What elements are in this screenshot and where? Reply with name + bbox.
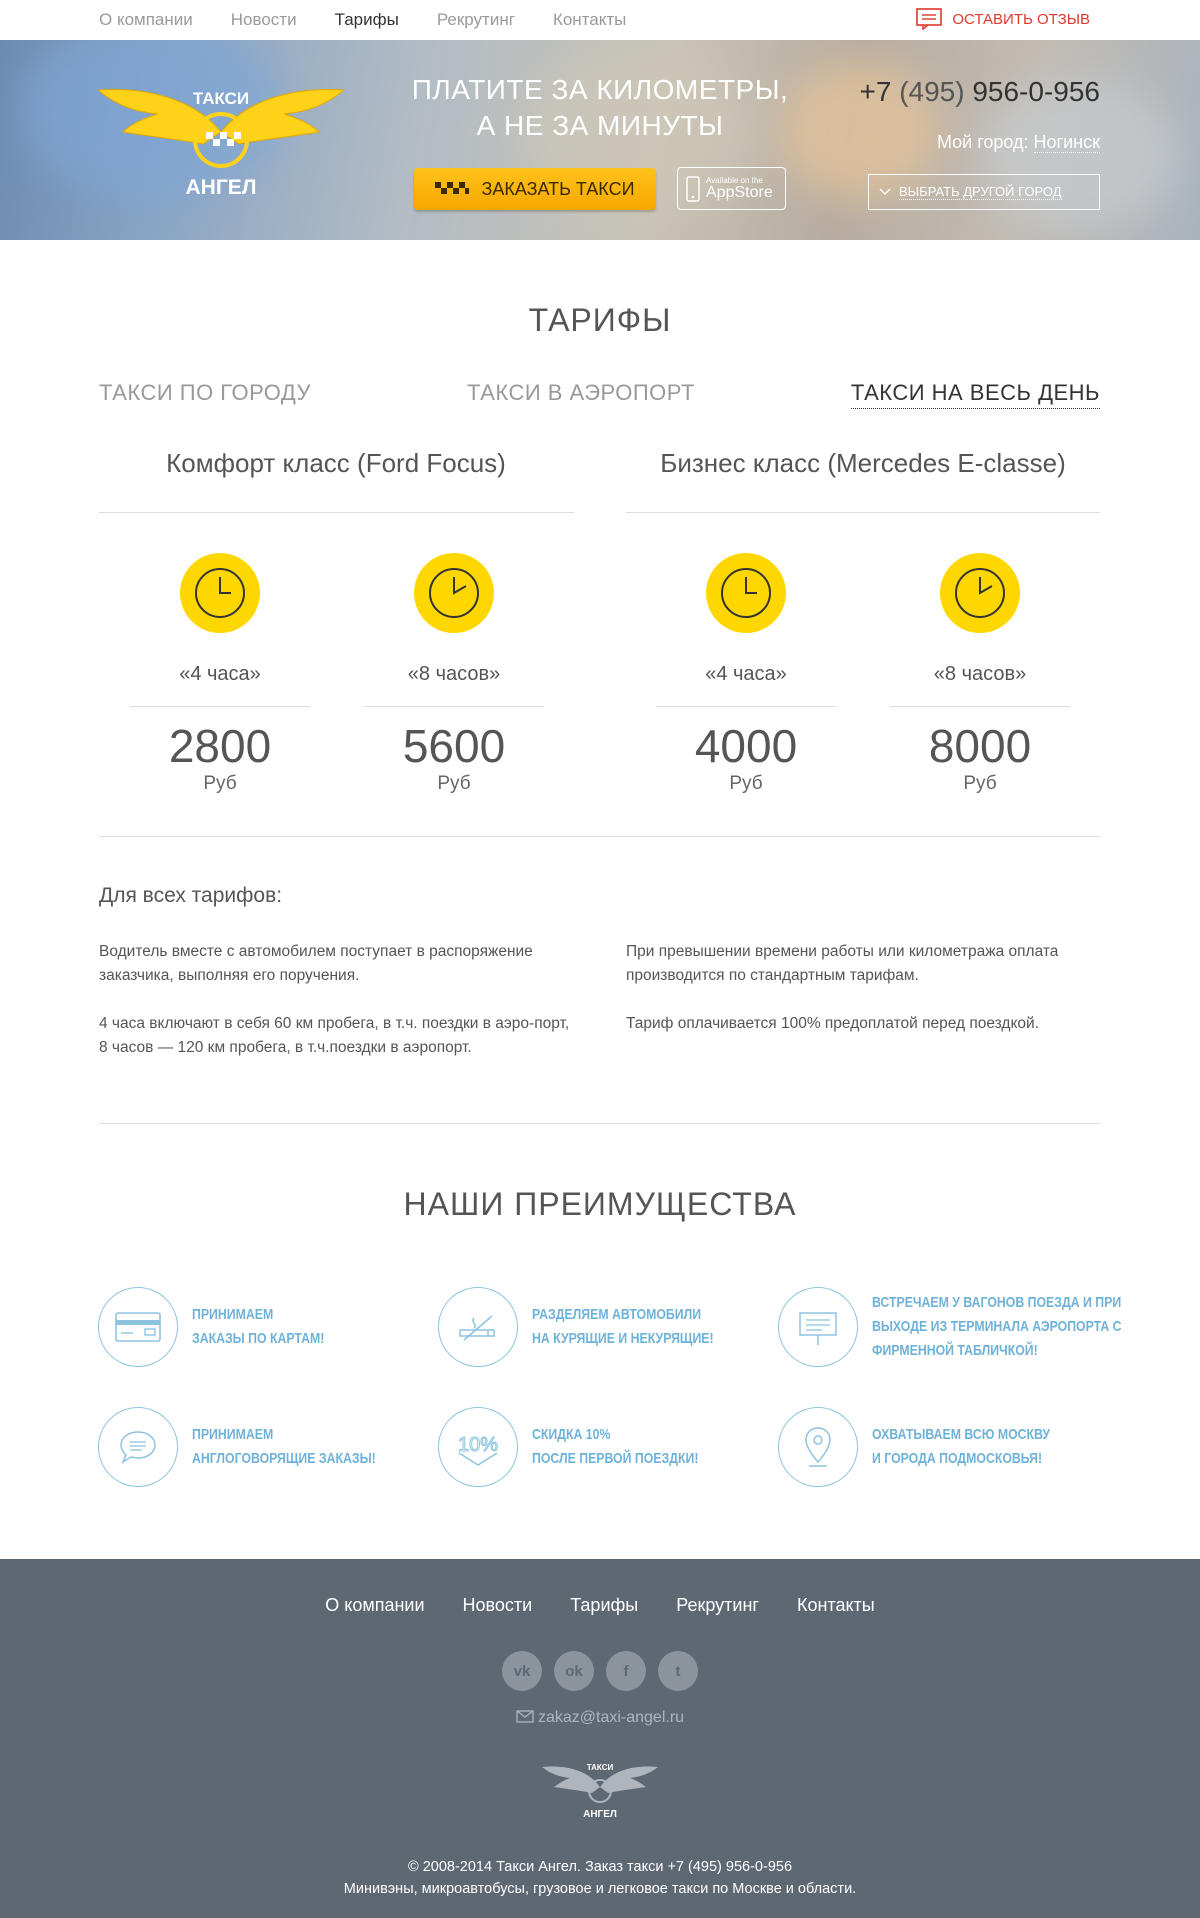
plan-card (130, 553, 310, 795)
plan-price: 8000 (928, 720, 1032, 772)
advantages-title: НАШИ ПРЕИМУЩЕСТВА (403, 1186, 797, 1222)
note-left-2: 4 часа включают в себя 60 км пробега, в т.ч. поездки в аэро-порт, 8 часов — 120 км пробега, в т.ч.поездки в аэропорт. (99, 1015, 570, 1056)
note-left-1: Водитель вместе с автомобилем поступает в распоряжение заказчика, выполняя его поручения. (99, 943, 533, 984)
discount-icon (438, 1407, 518, 1487)
tab-city[interactable]: ТАКСИ ПО ГОРОДУ (99, 380, 312, 405)
plan-duration: «4 часа» (705, 663, 787, 685)
iphone-icon (686, 176, 700, 202)
class-title-business: Бизнес класс (Mercedes E-classe) (660, 448, 1066, 478)
plan-card (656, 553, 836, 795)
advantage-text: РАЗДЕЛЯЕМ АВТОМОБИЛИ НА КУРЯЩИЕ И НЕКУРЯЩИЕ! (532, 1306, 714, 1347)
sign-board-icon (778, 1287, 858, 1367)
divider (626, 512, 1100, 513)
plan-currency: Руб (437, 773, 471, 794)
city-label: Мой город: (936, 132, 1034, 152)
logo-text-bottom: АНГЕЛ (185, 176, 257, 199)
nav-item-contacts[interactable]: Контакты (552, 10, 627, 29)
class-title-comfort: Комфорт класс (Ford Focus) (166, 448, 506, 478)
plan-price: 4000 (694, 720, 798, 772)
slogan-line-2: А НЕ ЗА МИНУТЫ (476, 110, 724, 141)
logo-text-top: ТАКСИ (192, 89, 250, 108)
phone-main: 956-0-956 (964, 76, 1100, 107)
footer-nav (0, 1595, 1200, 1616)
phone-code: (495) (899, 76, 965, 107)
tariff-tabs (99, 380, 1100, 409)
phone-number[interactable] (859, 76, 1100, 108)
clock-icon (706, 553, 786, 633)
plan-duration: «8 часов» (407, 663, 501, 685)
feedback-icon (916, 8, 942, 30)
appstore-button[interactable] (677, 167, 786, 210)
feedback-label: ОСТАВИТЬ ОТЗЫВ (952, 10, 1090, 28)
order-taxi-button[interactable] (414, 168, 656, 210)
copyright-phone[interactable]: +7 (495) 956-0-956 (667, 1859, 793, 1875)
smoking-icon (438, 1287, 518, 1367)
chevron-down-icon (879, 188, 891, 196)
all-tariffs-title: Для всех тарифов: (99, 884, 283, 907)
nav-item-tariffs[interactable]: Тарифы (334, 10, 399, 29)
tagline: Минивэны, микроавтобусы, грузовое и легковое такси по Москве и области. (343, 1881, 857, 1897)
advantage-item (778, 1407, 1200, 1487)
plan-duration: «4 часа» (179, 663, 261, 685)
twitter-icon[interactable]: t (658, 1651, 698, 1691)
feedback-link[interactable] (916, 8, 1090, 30)
copyright-text: © 2008-2014 Такси Ангел. Заказ такси (407, 1859, 668, 1875)
advantage-text: ВСТРЕЧАЕМ У ВАГОНОВ ПОЕЗДА И ПРИ ВЫХОДЕ ИЗ ТЕРМИНАЛА АЭРОПОРТА С ФИРМЕННОЙ ТАБЛИЧКОЙ! (872, 1294, 1122, 1359)
envelope-icon (516, 1710, 534, 1723)
plan-currency: Руб (729, 773, 763, 794)
footer-logo-top: ТАКСИ (586, 1763, 614, 1772)
map-pin-icon (778, 1407, 858, 1487)
note-right-1: При превышении времени работы или километража оплата производится по стандартным тарифам. (626, 943, 1059, 984)
footer-logo-bottom: АНГЕЛ (583, 1809, 617, 1820)
tab-airport[interactable]: ТАКСИ В АЭРОПОРТ (467, 380, 695, 405)
choose-city-button[interactable] (868, 174, 1100, 210)
footer-logo[interactable] (542, 1761, 658, 1821)
copyright (0, 1856, 1200, 1900)
vk-icon[interactable]: vk (502, 1651, 542, 1691)
slogan-line-1: ПЛАТИТЕ ЗА КИЛОМЕТРЫ, (411, 74, 789, 105)
plan-currency: Руб (963, 773, 997, 794)
current-city (937, 132, 1100, 153)
footer-email[interactable] (0, 1709, 1200, 1727)
clock-icon (940, 553, 1020, 633)
advantage-text: ОХВАТЫВАЕМ ВСЮ МОСКВУ И ГОРОДА ПОДМОСКОВЬЯ! (872, 1426, 1051, 1467)
plan-price: 2800 (168, 720, 272, 772)
footer (0, 1559, 1200, 1918)
advantage-text: СКИДКА 10% ПОСЛЕ ПЕРВОЙ ПОЕЗДКИ! (532, 1426, 699, 1467)
tab-all-day[interactable]: ТАКСИ НА ВЕСЬ ДЕНЬ (851, 380, 1100, 409)
checker-icon (435, 182, 469, 196)
plan-card (890, 553, 1070, 795)
footer-nav-about[interactable]: О компании (325, 1595, 425, 1615)
top-nav (0, 0, 1200, 40)
note-right-2: Тариф оплачивается 100% предоплатой перед поездкой. (626, 1015, 1040, 1032)
advantage-text: ПРИНИМАЕМ ЗАКАЗЫ ПО КАРТАМ! (192, 1306, 325, 1347)
discount-icon-text: 10% (457, 1434, 499, 1456)
plan-currency: Руб (203, 773, 237, 794)
footer-email-text: zakaz@taxi-angel.ru (537, 1709, 685, 1726)
city-name[interactable]: Ногинск (1033, 132, 1100, 152)
plan-price: 5600 (402, 720, 506, 772)
advantage-item (778, 1287, 1200, 1367)
nav-item-news[interactable]: Новости (230, 10, 297, 29)
plan-card (364, 553, 544, 795)
odnoklassniki-icon[interactable]: ok (554, 1651, 594, 1691)
appstore-big-text: AppStore (706, 184, 773, 201)
nav-item-about[interactable]: О компании (99, 10, 193, 29)
divider (99, 836, 1100, 837)
nav-item-recruiting[interactable]: Рекрутинг (436, 10, 515, 29)
footer-nav-news[interactable]: Новости (462, 1595, 533, 1615)
slogan (400, 72, 800, 144)
footer-nav-tariffs[interactable]: Тарифы (570, 1595, 639, 1615)
logo[interactable] (98, 82, 344, 200)
facebook-icon[interactable]: f (606, 1651, 646, 1691)
advantage-text: ПРИНИМАЕМ АНГЛОГОВОРЯЩИЕ ЗАКАЗЫ! (192, 1426, 376, 1467)
clock-icon (180, 553, 260, 633)
footer-nav-recruiting[interactable]: Рекрутинг (676, 1595, 759, 1615)
tariffs-title: ТАРИФЫ (528, 302, 672, 338)
divider (99, 1123, 1100, 1124)
appstore-small-text: Available on the (706, 176, 763, 185)
footer-nav-contacts[interactable]: Контакты (796, 1595, 875, 1615)
plan-duration: «8 часов» (933, 663, 1027, 685)
phone-prefix: +7 (859, 76, 900, 107)
clock-icon (414, 553, 494, 633)
chat-bubble-icon (98, 1407, 178, 1487)
choose-city-label: ВЫБРАТЬ ДРУГОЙ ГОРОД (899, 184, 1062, 199)
top-nav-links (99, 10, 626, 30)
order-taxi-label: ЗАКАЗАТЬ ТАКСИ (481, 178, 635, 199)
credit-card-icon (98, 1287, 178, 1367)
hero-banner (0, 40, 1200, 240)
social-links (0, 1651, 1200, 1691)
divider (99, 512, 574, 513)
